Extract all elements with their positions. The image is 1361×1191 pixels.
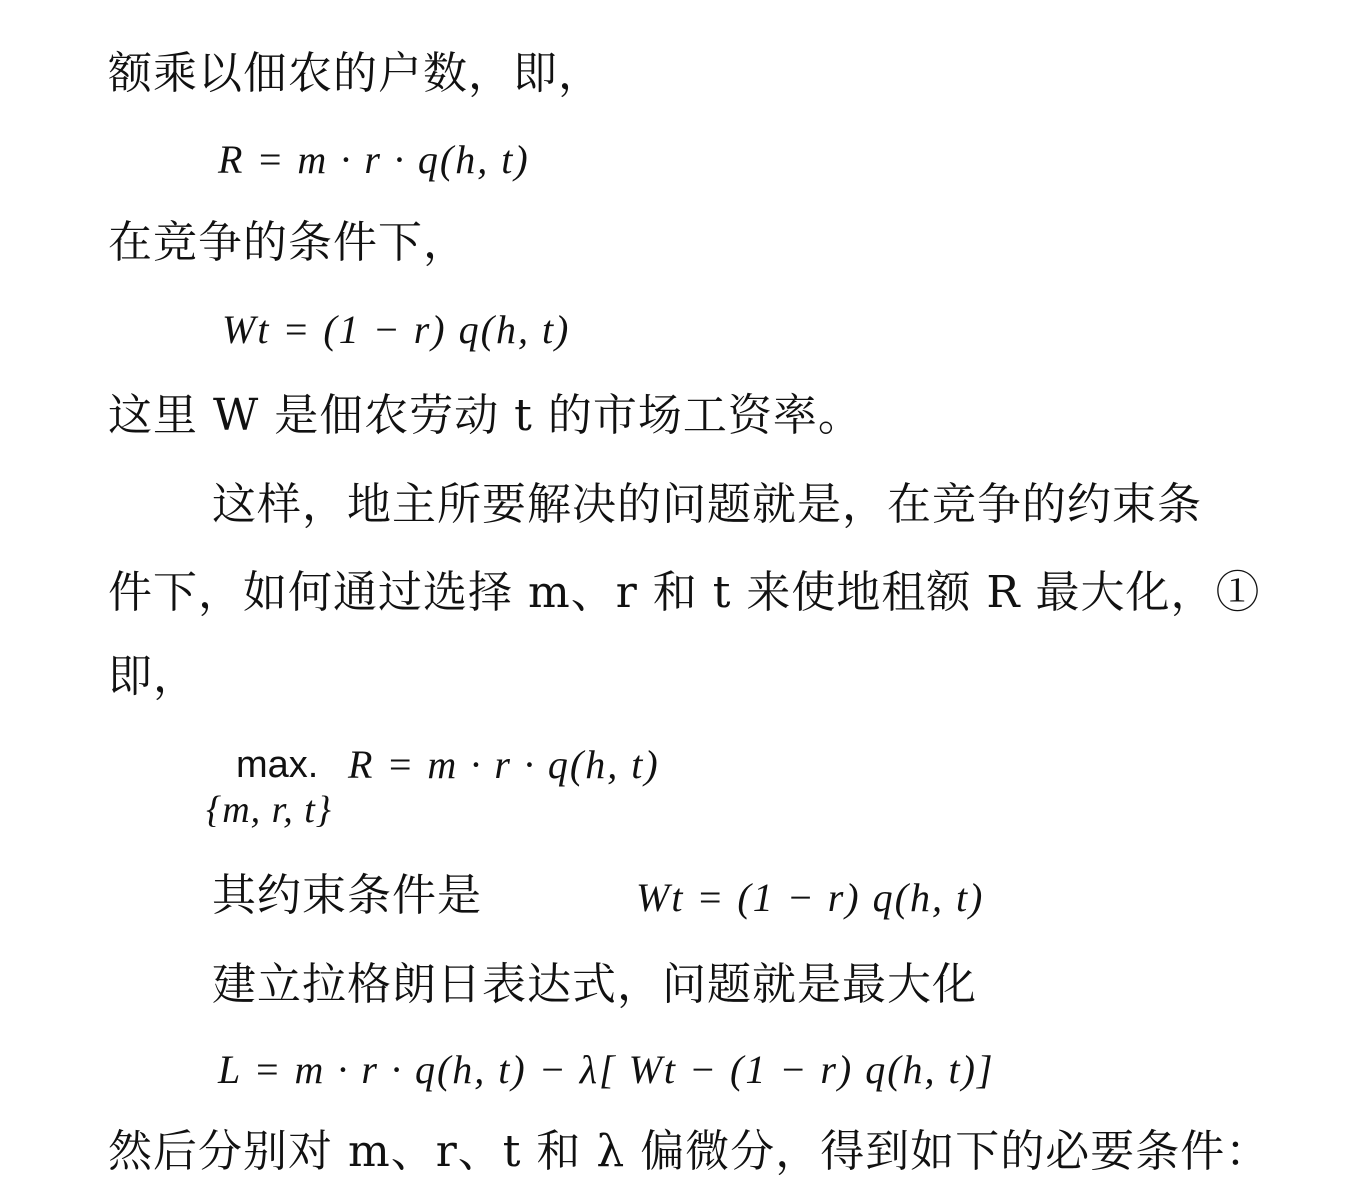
text-line-1: 额乘以佃农的户数，即，: [108, 48, 603, 99]
text-line-7: 建立拉格朗日表达式，问题就是最大化: [212, 959, 977, 1010]
text-line-6: 即，: [108, 651, 198, 702]
formula-constraint: Wt = (1 − r) q(h, t): [636, 875, 985, 920]
max-operator: max.: [236, 744, 319, 786]
formula-wage: Wt = (1 − r) q(h, t): [222, 307, 571, 352]
text-line-5: 件下，如何通过选择 m、r 和 t 来使地租额 R 最大化，①: [108, 567, 1261, 618]
formula-lagrangian: L = m · r · q(h, t) − λ[ Wt − (1 − r) q(h, t)]: [218, 1047, 995, 1092]
max-subscript: {m, r, t}: [206, 789, 332, 831]
formula-objective: R = m · r · q(h, t): [348, 742, 660, 787]
text-line-4: 这样，地主所要解决的问题就是，在竞争的约束条: [212, 479, 1202, 530]
text-line-8: 然后分别对 m、r、t 和 λ 偏微分，得到如下的必要条件：: [108, 1126, 1271, 1177]
formula-rent: R = m · r · q(h, t): [218, 137, 530, 182]
constraint-label: 其约束条件是: [212, 870, 482, 921]
text-line-2: 在竞争的条件下，: [108, 217, 468, 268]
text-line-3: 这里 W 是佃农劳动 t 的市场工资率。: [108, 390, 863, 441]
